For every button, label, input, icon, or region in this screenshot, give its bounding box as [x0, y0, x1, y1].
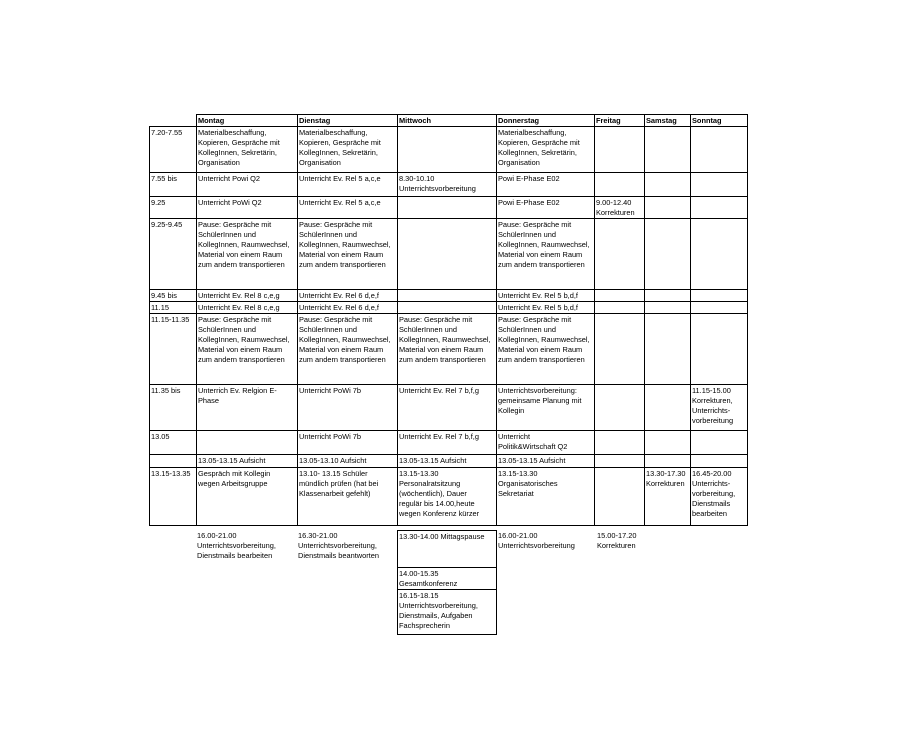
schedule-cell	[398, 127, 497, 173]
afternoon-mittwoch-evening: 16.15-18.15 Unterrichtsvorbereitung, Dienstmails, Aufgaben Fachsprecherin	[397, 589, 497, 635]
day-header: Freitag	[595, 115, 645, 127]
schedule-cell: Unterricht PoWi Q2	[197, 197, 298, 219]
schedule-cell: Pause: Gespräche mit SchülerInnen und KollegInnen, Raumwechsel, Material von einem Raum zum andern transportieren	[497, 314, 595, 385]
schedule-cell: Unterricht Politik&Wirtschaft Q2	[497, 431, 595, 455]
schedule-cell	[691, 314, 748, 385]
schedule-cell	[645, 173, 691, 197]
schedule-cell: Unterricht Ev. Rel 8 c,e,g	[197, 302, 298, 314]
schedule-cell: 13.05-13.15 Aufsicht	[197, 455, 298, 468]
schedule-cell	[398, 302, 497, 314]
schedule-cell	[197, 431, 298, 455]
table-row	[150, 431, 748, 455]
day-header: Montag	[197, 115, 298, 127]
schedule-cell: Powi E-Phase E02	[497, 173, 595, 197]
schedule-cell	[645, 302, 691, 314]
schedule-cell: Unterricht Powi Q2	[197, 173, 298, 197]
schedule-cell	[595, 219, 645, 290]
schedule-cell: 13.30-17.30 Korrekturen	[645, 468, 691, 526]
schedule-cell: Unterricht Ev. Rel 7 b,f,g	[398, 385, 497, 431]
schedule-cell	[595, 468, 645, 526]
header-row	[150, 115, 748, 127]
schedule-cell: Materialbeschaffung, Kopieren, Gespräche mit KollegInnen, Sekretärin, Organisation	[298, 127, 398, 173]
schedule-cell	[691, 173, 748, 197]
schedule-cell: 13.10- 13.15 Schüler mündlich prüfen (hat bei Klassenarbeit gefehlt)	[298, 468, 398, 526]
time-cell	[150, 455, 197, 468]
schedule-cell	[691, 197, 748, 219]
schedule-cell: 8.30-10.10 Unterrichtsvorbereitung	[398, 173, 497, 197]
table-row	[150, 385, 748, 431]
schedule-cell	[595, 127, 645, 173]
schedule-cell: Pause: Gespräche mit SchülerInnen und KollegInnen, Raumwechsel, Material von einem Raum zum andern transportieren	[197, 219, 298, 290]
time-cell: 7.55 bis	[150, 173, 197, 197]
schedule-cell: Pause: Gespräche mit SchülerInnen und KollegInnen, Raumwechsel, Material von einem Raum zum andern transportieren	[497, 219, 595, 290]
schedule-cell	[691, 219, 748, 290]
afternoon-montag: 16.00-21.00 Unterrichtsvorbereitung, Dienstmails bearbeiten	[197, 531, 276, 560]
schedule-cell: 16.45-20.00 Unterrichts- vorbereitung, Dienstmails bearbeiten	[691, 468, 748, 526]
time-cell: 13.15-13.35	[150, 468, 197, 526]
schedule-cell	[645, 314, 691, 385]
schedule-cell: Unterricht PoWi 7b	[298, 385, 398, 431]
day-header: Donnerstag	[497, 115, 595, 127]
schedule-cell	[595, 455, 645, 468]
schedule-cell: 13.05-13.10 Aufsicht	[298, 455, 398, 468]
afternoon-mittwoch-lunch: 13.30-14.00 Mittagspause	[397, 530, 497, 568]
schedule-cell	[595, 290, 645, 302]
schedule-cell: Materialbeschaffung, Kopieren, Gespräche mit KollegInnen, Sekretärin, Organisation	[197, 127, 298, 173]
schedule-cell: Unterricht Ev. Rel 7 b,f,g	[398, 431, 497, 455]
schedule-cell	[691, 302, 748, 314]
table-row	[150, 219, 748, 290]
time-cell: 9.45 bis	[150, 290, 197, 302]
schedule-cell	[645, 431, 691, 455]
schedule-cell: Unterricht Ev. Rel 6 d,e,f	[298, 302, 398, 314]
schedule-cell	[595, 385, 645, 431]
table-row	[150, 197, 748, 219]
schedule-cell	[645, 455, 691, 468]
schedule-cell: Unterricht Ev. Rel 5 b,d,f	[497, 302, 595, 314]
schedule-cell	[691, 431, 748, 455]
schedule-cell: Powi E-Phase E02	[497, 197, 595, 219]
time-cell: 11.35 bis	[150, 385, 197, 431]
schedule-cell: 13.15-13.30 Personalratsitzung (wöchentlich), Dauer regulär bis 14.00,heute wegen Konferenz kürzer	[398, 468, 497, 526]
schedule-cell	[595, 173, 645, 197]
afternoon-donnerstag: 16.00-21.00 Unterrichtsvorbereitung	[498, 531, 575, 550]
schedule-cell	[645, 197, 691, 219]
schedule-cell: 13.05-13.15 Aufsicht	[497, 455, 595, 468]
schedule-cell	[595, 314, 645, 385]
schedule-cell: Unterricht Ev. Rel 5 b,d,f	[497, 290, 595, 302]
day-header: Mittwoch	[398, 115, 497, 127]
table-row	[150, 290, 748, 302]
schedule-cell: Unterricht Ev. Rel 5 a,c,e	[298, 197, 398, 219]
schedule-cell: Unterricht Ev. Rel 8 c,e,g	[197, 290, 298, 302]
schedule-cell: Unterrichtsvorbereitung: gemeinsame Planung mit Kollegin	[497, 385, 595, 431]
schedule-cell: Pause: Gespräche mit SchülerInnen und KollegInnen, Raumwechsel, Material von einem Raum zum andern transportieren	[197, 314, 298, 385]
time-cell: 11.15	[150, 302, 197, 314]
schedule-cell	[691, 290, 748, 302]
schedule-cell	[595, 431, 645, 455]
schedule-cell: 9.00-12.40 Korrekturen	[595, 197, 645, 219]
day-header: Samstag	[645, 115, 691, 127]
schedule-cell: Unterricht Ev. Rel 6 d,e,f	[298, 290, 398, 302]
schedule-cell: Pause: Gespräche mit SchülerInnen und KollegInnen, Raumwechsel, Material von einem Raum zum andern transportieren	[398, 314, 497, 385]
afternoon-dienstag: 16.30-21.00 Unterrichtsvorbereitung, Dienstmails beantworten	[298, 531, 379, 560]
table-row	[150, 302, 748, 314]
schedule-cell: Gespräch mit Kollegin wegen Arbeitsgruppe	[197, 468, 298, 526]
table-row	[150, 468, 748, 526]
table-row	[150, 455, 748, 468]
schedule-cell: Materialbeschaffung, Kopieren, Gespräche mit KollegInnen, Sekretärin, Organisation	[497, 127, 595, 173]
time-cell: 9.25-9.45	[150, 219, 197, 290]
schedule-cell: Unterricht Ev. Rel 5 a,c,e	[298, 173, 398, 197]
schedule-cell	[398, 197, 497, 219]
table-row	[150, 314, 748, 385]
schedule-cell	[691, 127, 748, 173]
schedule-cell	[398, 290, 497, 302]
schedule-cell: 11.15-15.00 Korrekturen, Unterrichts- vorbereitung	[691, 385, 748, 431]
schedule-cell: Pause: Gespräche mit SchülerInnen und KollegInnen, Raumwechsel, Material von einem Raum zum andern transportieren	[298, 314, 398, 385]
time-cell: 13.05	[150, 431, 197, 455]
time-cell: 9.25	[150, 197, 197, 219]
schedule-cell	[691, 455, 748, 468]
day-header: Dienstag	[298, 115, 398, 127]
afternoon-freitag: 15.00-17.20 Korrekturen	[597, 531, 637, 550]
schedule-cell	[398, 219, 497, 290]
schedule-table	[149, 114, 748, 526]
time-cell: 11.15-11.35	[150, 314, 197, 385]
schedule-cell: 13.05-13.15 Aufsicht	[398, 455, 497, 468]
schedule-cell	[645, 127, 691, 173]
afternoon-mittwoch-conference: 14.00-15.35 Gesamtkonferenz	[397, 567, 497, 590]
schedule-cell	[645, 385, 691, 431]
schedule-cell: Pause: Gespräche mit SchülerInnen und KollegInnen, Raumwechsel, Material von einem Raum zum andern transportieren	[298, 219, 398, 290]
schedule-cell	[645, 290, 691, 302]
table-row	[150, 127, 748, 173]
day-header: Sonntag	[691, 115, 748, 127]
schedule-cell: Unterrich Ev. Relgion E- Phase	[197, 385, 298, 431]
schedule-cell	[595, 302, 645, 314]
time-cell: 7.20-7.55	[150, 127, 197, 173]
corner-cell	[150, 115, 197, 127]
schedule-cell: Unterricht PoWi 7b	[298, 431, 398, 455]
schedule-cell: 13.15-13.30 Organisatorisches Sekretariat	[497, 468, 595, 526]
schedule-cell	[645, 219, 691, 290]
table-row	[150, 173, 748, 197]
